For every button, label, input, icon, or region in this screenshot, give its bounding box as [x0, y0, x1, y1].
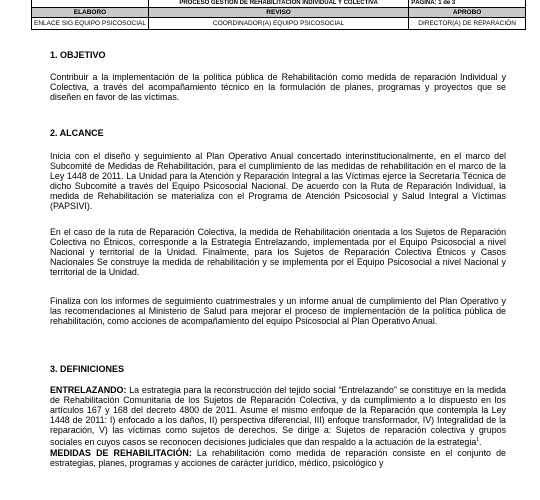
term-medidas: MEDIDAS DE REHABILITACIÓN: — [50, 447, 192, 458]
alcance-paragraph-1: Inicia con el diseño y seguimiento al Plan Operativo Anual concertado interinstitucionalmente, en el marco del Subcomité de Medidas de Rehabilitación, para el cumplimiento de las medidas de rehabilitación en el marco de la Ley 1448 de 2011. La Unidad para la Atención y Reparación Integral a las Víctimas ejerce la Secretaría Técnica de dicho Subcomité a través del Equipo Psicosocial Nacional. De acuerdo con la Ruta de Reparación Individual, la medida de Rehabilitación se materializa con el Programa de Atención Psicosocial y Salud Integral a Víctimas (PAPSIVI). — [50, 151, 506, 212]
def-medidas: La rehabilitación como medida de reparación consiste en el conjunto de estrategias, planes, programas y acciones de carácter jurídico, médico, psicológico y — [50, 447, 506, 468]
header-blank-cell — [32, 0, 149, 8]
objetivo-paragraph: Contribuir a la implementación de la política pública de Rehabilitación como medida de reparación Individual y Colectiva, a través del acompañamiento técnico en la formulación de planes, programas y proyectos que se diseñen en favor de las víctimas. — [50, 72, 506, 103]
col-elaboro-header: ELABORO — [32, 8, 149, 18]
section-objetivo-title: 1. OBJETIVO — [50, 50, 106, 60]
aprobo-value: DIRECTOR(A) DE REPARACIÓN — [409, 18, 526, 30]
section-alcance-title: 2. ALCANCE — [50, 128, 104, 138]
def-entrelazando-end: . — [479, 437, 482, 448]
def-entrelazando: La estrategia para la reconstrucción del tejido social “Entrelazando” se constituye en la medida de Rehabilitación Comunitaria de los Sujetos de Reparación Colectiva, y da cumplimiento a lo dispuesto en los artículos 167 y 168 del decreto 4800 de 2011. Asume el mismo enfoque de la Reparación que contempla la Ley 1448 de 2011: I) enfocado a los daños, II) perspectiva diferencial, III) enfoque transformador, IV) Integralidad de la reparación, V) las víctimas como sujetos de derechos. Se dirige a: Sujetos de reparación colectiva y grupos sociales en cuyos casos se reconocen decisiones judiciales que dan respaldo a la actuación de la estrategia — [50, 385, 506, 448]
term-entrelazando: ENTRELAZANDO: — [50, 385, 127, 395]
col-aprobo-header: APROBO — [409, 8, 526, 18]
alcance-paragraph-2: En el caso de la ruta de Reparación Colectiva, la medida de Rehabilitación orientada a los Sujetos de Reparación Colectiva no Étnicos, corresponde a la Estrategia Entrelazando, implementada por el Equipo Psicosocial a nivel Nacional y territorial de la Unidad. Finalmente, para los Sujetos de Reparación Colectiva Étnicos y Casos Nacionales Se construye la medida de rehabilitación y se implementa por el Equipo Psicosocial a nivel Nacional y territorial de la Unidad. — [50, 227, 506, 278]
footnote-ref[interactable]: 1 — [476, 437, 480, 444]
elaboro-value: ENLACE SIG EQUIPO PSICOSOCIAL — [32, 18, 149, 30]
page-indicator: PÁGINA: 1 de 3 — [409, 0, 526, 8]
col-reviso-header: REVISO — [148, 8, 408, 18]
section-definiciones-title: 3. DEFINICIONES — [50, 364, 125, 374]
reviso-value: COORDINADOR(A) EQUIPO PSICOSOCIAL — [148, 18, 408, 30]
definicion-entrelazando — [50, 385, 506, 468]
process-title: PROCESO GESTIÓN DE REHABILITACIÓN INDIVIDUAL Y COLECTIVA — [148, 0, 408, 8]
alcance-paragraph-3: Finaliza con los informes de seguimiento cuatrimestrales y un informe anual de cumplimiento del Plan Operativo y las recomendaciones al Ministerio de Salud para mejorar el proceso de implementación de la política pública de rehabilitación, como acciones de acompañamiento del equipo Psicosocial al Plan Operativo Anual. — [50, 296, 506, 327]
document-header-table — [31, 0, 526, 30]
